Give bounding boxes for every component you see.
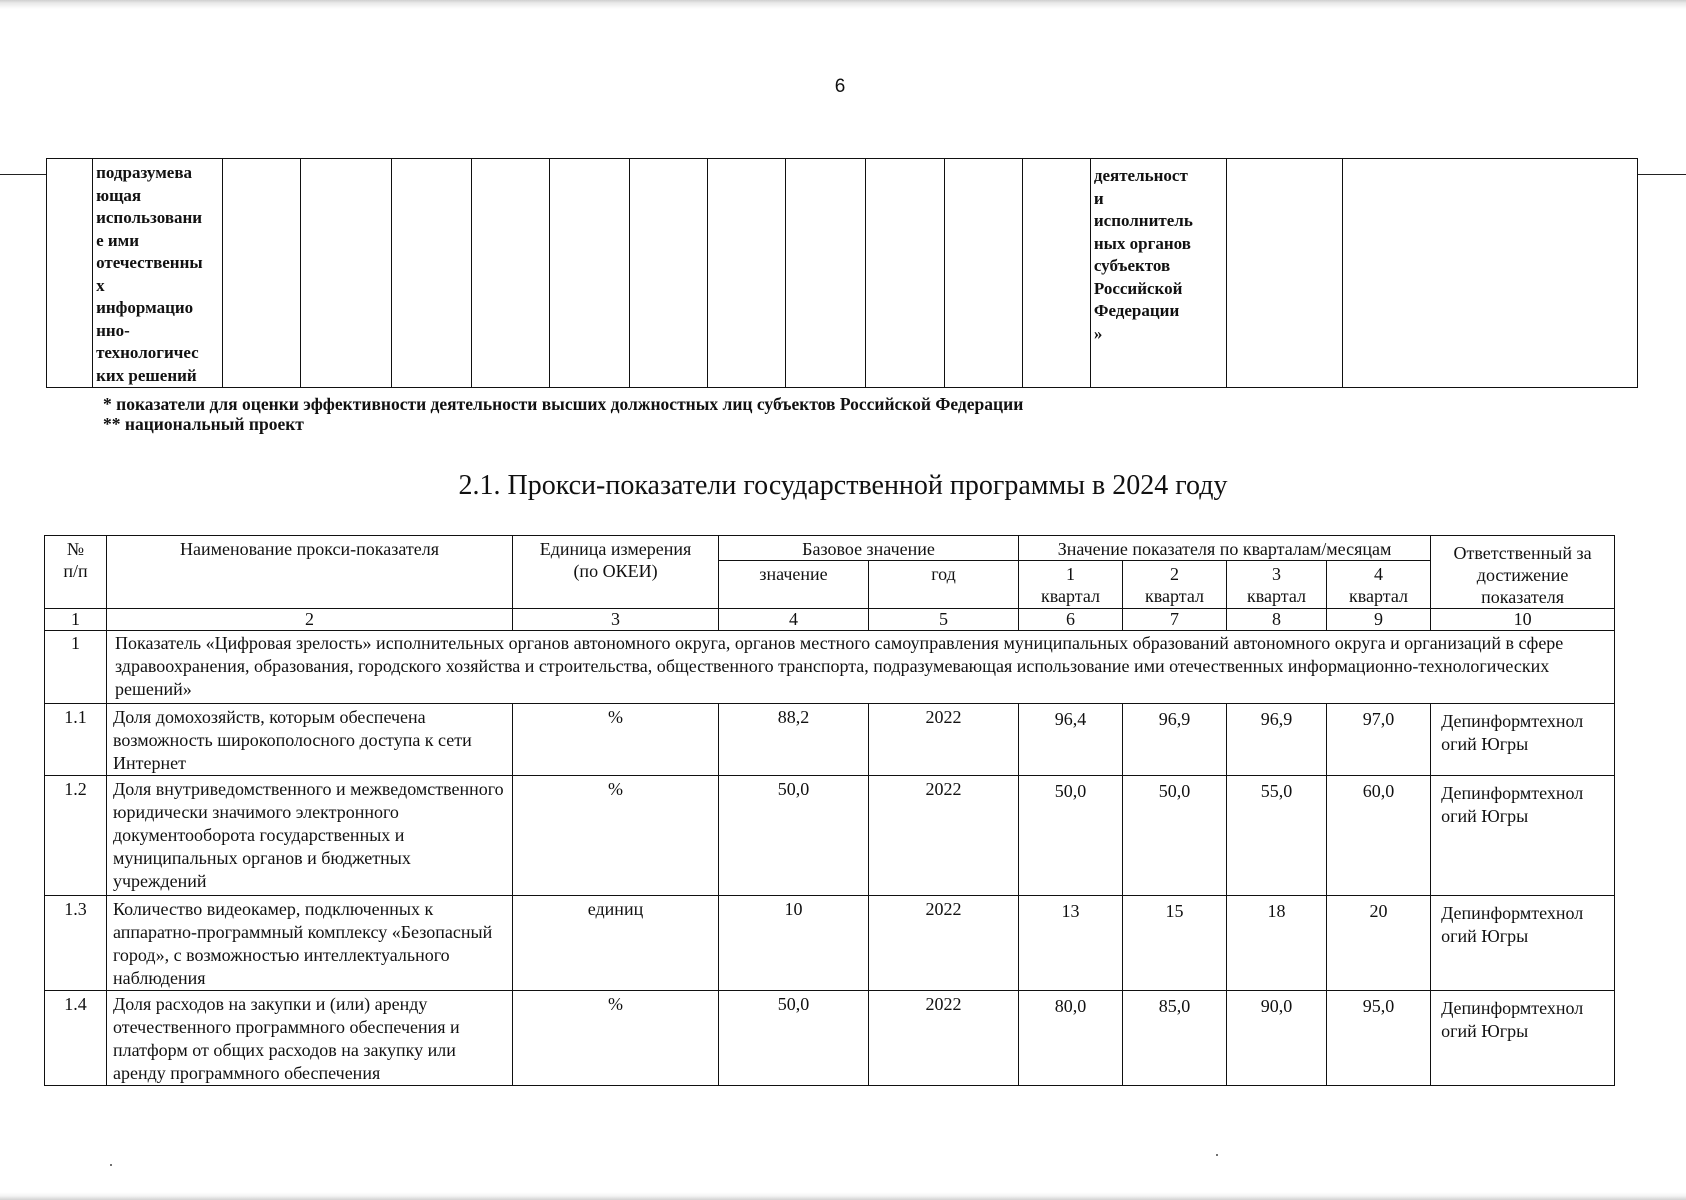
- header-responsible: Ответственный за достижение показателя: [1431, 536, 1615, 609]
- header-q1: 1 квартал: [1019, 561, 1123, 609]
- cont-cell-8: [630, 159, 708, 388]
- row-q3: 96,9: [1227, 704, 1327, 776]
- colnum-2: 2: [107, 609, 513, 631]
- header-q3: 3 квартал: [1227, 561, 1327, 609]
- row-base-year: 2022: [869, 991, 1019, 1086]
- table-row: [45, 991, 1615, 1086]
- colnum-7: 7: [1123, 609, 1227, 631]
- row-q1: 80,0: [1019, 991, 1123, 1086]
- cont-cell-6: [471, 159, 549, 388]
- header-row-1: [45, 536, 1615, 561]
- header-base-year: год: [869, 561, 1019, 609]
- section-title: 2.1. Прокси-показатели государственной программы в 2024 году: [458, 470, 1228, 501]
- table-row: [45, 704, 1615, 776]
- row-name: Доля домохозяйств, которым обеспечена возможность широкополосного доступа к сети Интернет: [107, 704, 513, 776]
- cont-cell-11: [866, 159, 944, 388]
- continuation-row: [47, 159, 1638, 388]
- row-q3: 18: [1227, 896, 1327, 991]
- row-q4: 60,0: [1327, 776, 1431, 896]
- colnum-6: 6: [1019, 609, 1123, 631]
- row-unit: %: [513, 704, 719, 776]
- row-num: 1.1: [45, 704, 107, 776]
- header-q4: 4 квартал: [1327, 561, 1431, 609]
- row-num: 1.4: [45, 991, 107, 1086]
- row-num: 1.2: [45, 776, 107, 896]
- scan-speck: [110, 1164, 112, 1166]
- colnum-1: 1: [45, 609, 107, 631]
- colnum-10: 10: [1431, 609, 1615, 631]
- colnum-5: 5: [869, 609, 1019, 631]
- row-name: Доля внутриведомственного и межведомственного юридически значимого электронного документооборота государственных и муниципальных органов и бюджетных учреждений: [107, 776, 513, 896]
- row-unit: %: [513, 776, 719, 896]
- proxy-indicators-table: [44, 535, 1615, 1086]
- row-q1: 96,4: [1019, 704, 1123, 776]
- row-responsible: Депинформтехнол огий Югры: [1431, 704, 1615, 776]
- group-row: [45, 631, 1615, 704]
- row-base-year: 2022: [869, 704, 1019, 776]
- colnum-3: 3: [513, 609, 719, 631]
- row-q2: 85,0: [1123, 991, 1227, 1086]
- colnum-8: 8: [1227, 609, 1327, 631]
- row-responsible: Депинформтехнол огий Югры: [1431, 896, 1615, 991]
- scan-edge-bottom: [0, 1192, 1686, 1200]
- cont-cell-15: [1227, 159, 1343, 388]
- row-q4: 20: [1327, 896, 1431, 991]
- row-q2: 50,0: [1123, 776, 1227, 896]
- colnum-4: 4: [719, 609, 869, 631]
- row-base-value: 50,0: [719, 776, 869, 896]
- group-text: Показатель «Цифровая зрелость» исполнительных органов автономного округа, органов местного самоуправления муниципальных образований автономного округа и организаций в сфере здравоохранения, образования, городского хозяйства и строительства, общественного транспорта, подразумевающая использование ими отечественных информационно-технологических решений»: [107, 631, 1615, 704]
- row-unit: единиц: [513, 896, 719, 991]
- scan-edge-top: [0, 0, 1686, 10]
- row-responsible: Депинформтехнол огий Югры: [1431, 776, 1615, 896]
- cont-cell-3: [223, 159, 301, 388]
- header-base: Базовое значение: [719, 536, 1019, 561]
- table-row: [45, 776, 1615, 896]
- header-name: Наименование прокси-показателя: [107, 536, 513, 609]
- row-num: 1.3: [45, 896, 107, 991]
- cont-col2-text: подразумева ющая использовани е ими отечественны х информацио нно- технологичес ких решений: [96, 163, 203, 385]
- header-quarters: Значение показателя по кварталам/месяцам: [1019, 536, 1431, 561]
- cont-cell-1: [47, 159, 93, 388]
- cont-cell-16: [1343, 159, 1638, 388]
- row-base-year: 2022: [869, 776, 1019, 896]
- rule-left: [0, 174, 46, 175]
- cont-cell-14: [1090, 159, 1226, 388]
- row-q4: 95,0: [1327, 991, 1431, 1086]
- row-base-value: 50,0: [719, 991, 869, 1086]
- column-number-row: [45, 609, 1615, 631]
- row-q3: 55,0: [1227, 776, 1327, 896]
- cont-cell-12: [944, 159, 1022, 388]
- continuation-table: [46, 158, 1638, 388]
- cont-cell-10: [786, 159, 866, 388]
- header-q2: 2 квартал: [1123, 561, 1227, 609]
- row-responsible: Депинформтехнол огий Югры: [1431, 991, 1615, 1086]
- row-base-value: 10: [719, 896, 869, 991]
- cont-cell-7: [549, 159, 629, 388]
- row-q2: 15: [1123, 896, 1227, 991]
- cont-cell-5: [391, 159, 471, 388]
- row-q1: 13: [1019, 896, 1123, 991]
- row-name: Количество видеокамер, подключенных к аппаратно-программный комплексу «Безопасный город», с возможностью интеллектуального наблюдения: [107, 896, 513, 991]
- cont-col14-text: деятельност и исполнитель ных органов субъектов Российской Федерации »: [1093, 166, 1193, 343]
- group-num: 1: [45, 631, 107, 704]
- header-unit: Единица измерения (по ОКЕИ): [513, 536, 719, 609]
- rule-right: [1638, 174, 1686, 175]
- cont-cell-13: [1022, 159, 1090, 388]
- row-q4: 97,0: [1327, 704, 1431, 776]
- cont-cell-2: [93, 159, 223, 388]
- cont-cell-4: [301, 159, 391, 388]
- row-q3: 90,0: [1227, 991, 1327, 1086]
- cont-cell-9: [708, 159, 786, 388]
- footnote-star1: * показатели для оценки эффективности деятельности высших должностных лиц субъектов Российской Федерации: [103, 394, 1024, 414]
- header-num: № п/п: [45, 536, 107, 609]
- row-base-year: 2022: [869, 896, 1019, 991]
- row-q1: 50,0: [1019, 776, 1123, 896]
- footnote-star2: ** национальный проект: [103, 414, 304, 434]
- row-base-value: 88,2: [719, 704, 869, 776]
- scan-speck: [1216, 1154, 1218, 1156]
- colnum-9: 9: [1327, 609, 1431, 631]
- header-base-value: значение: [719, 561, 869, 609]
- row-unit: %: [513, 991, 719, 1086]
- row-name: Доля расходов на закупки и (или) аренду отечественного программного обеспечения и платформ от общих расходов на закупку или аренду программного обеспечения: [107, 991, 513, 1086]
- page-number: 6: [834, 76, 846, 97]
- row-q2: 96,9: [1123, 704, 1227, 776]
- table-row: [45, 896, 1615, 991]
